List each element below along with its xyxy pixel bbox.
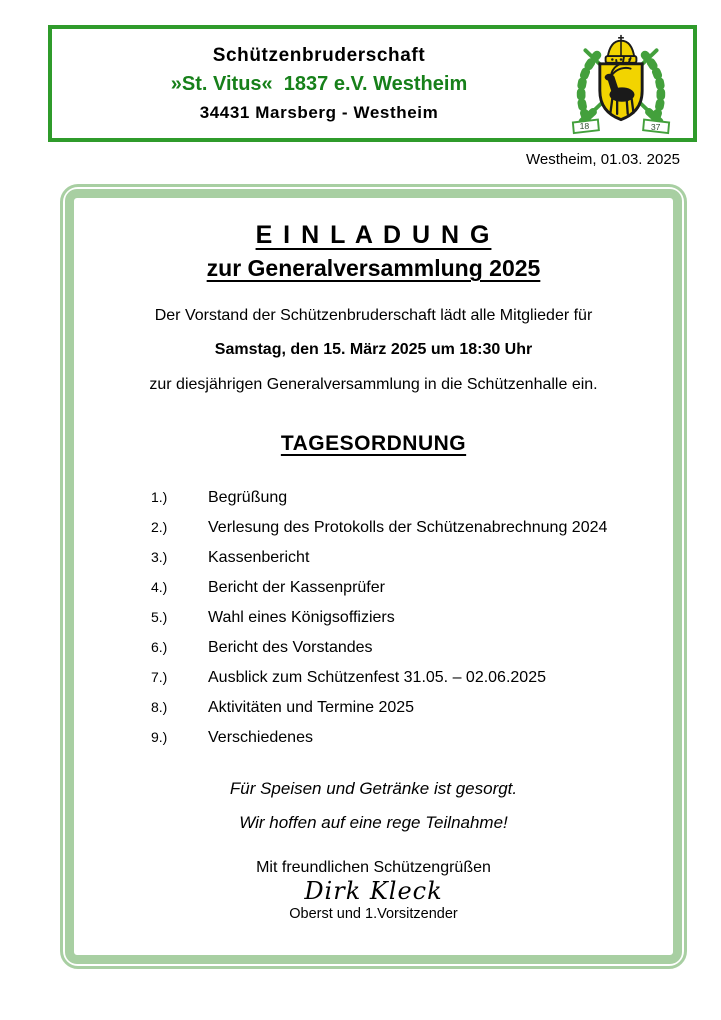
agenda-item-text: Wahl eines Königsoffiziers xyxy=(208,609,395,626)
org-subtitle: »St. Vitus« 1837 e.V. Westheim xyxy=(170,72,468,95)
agenda-item-number: 7.) xyxy=(151,669,168,685)
invitation-frame xyxy=(60,184,687,969)
shield-stag-icon xyxy=(600,57,642,120)
agenda-item-text: Aktivitäten und Termine 2025 xyxy=(208,699,415,716)
agenda-title: TAGESORDNUNG xyxy=(280,432,467,455)
agenda-item-number: 4.) xyxy=(151,579,168,595)
signature-name: Dirk Kleck xyxy=(304,877,443,905)
dateline: Westheim, 01.03. 2025 xyxy=(526,151,680,168)
letterhead-text xyxy=(52,45,564,123)
crown-icon xyxy=(606,34,637,62)
agenda-item-text: Begrüßung xyxy=(208,489,288,506)
agenda-item-text: Verschiedenes xyxy=(208,729,313,746)
invitation-subtitle: zur Generalversammlung 2025 xyxy=(206,255,541,281)
catering-note: Für Speisen und Getränke ist gesorgt. xyxy=(229,779,518,798)
agenda-item xyxy=(151,726,673,749)
agenda-item-number: 9.) xyxy=(151,729,168,745)
intro-line-2-datetime: Samstag, den 15. März 2025 um 18:30 Uhr xyxy=(214,341,533,358)
ribbon-year-left: 18 xyxy=(579,120,590,131)
agenda-item xyxy=(151,516,673,539)
intro-line-3: zur diesjährigen Generalversammlung in die Schützenhalle ein. xyxy=(149,376,598,393)
agenda-item-number: 6.) xyxy=(151,639,168,655)
org-name: Schützenbruderschaft xyxy=(212,44,426,66)
agenda-item-text: Verlesung des Protokolls der Schützenabrechnung 2024 xyxy=(208,519,608,536)
org-address: 34431 Marsberg - Westheim xyxy=(199,102,439,122)
title-block xyxy=(74,218,673,285)
agenda-item-number: 2.) xyxy=(151,519,168,535)
attendance-note: Wir hoffen auf eine rege Teilnahme! xyxy=(239,813,508,832)
agenda-item xyxy=(151,546,673,569)
invitation-frame-inner xyxy=(65,189,682,964)
invitation-title: E I N L A D U N G xyxy=(255,221,492,249)
agenda-item-number: 3.) xyxy=(151,549,168,565)
agenda-item-number: 8.) xyxy=(151,699,168,715)
agenda-item xyxy=(151,486,673,509)
intro-line-1: Der Vorstand der Schützenbruderschaft lädt alle Mitglieder für xyxy=(154,307,593,324)
agenda-item-text: Ausblick zum Schützenfest 31.05. – 02.06.2025 xyxy=(208,669,546,686)
agenda-list xyxy=(151,486,673,749)
agenda-item xyxy=(151,606,673,629)
ribbon-year-right: 37 xyxy=(650,121,661,132)
agenda-item-number: 5.) xyxy=(151,609,168,625)
founding-year-ribbons xyxy=(573,119,669,132)
agenda-item xyxy=(151,666,673,689)
agenda-item-number: 1.) xyxy=(151,489,168,505)
agenda-item-text: Kassenbericht xyxy=(208,549,310,566)
agenda-item xyxy=(151,636,673,659)
letterhead-box xyxy=(48,25,697,142)
agenda-item-text: Bericht des Vorstandes xyxy=(208,639,373,656)
signature-role: Oberst und 1.Vorsitzender xyxy=(289,906,458,922)
crest-logo-icon xyxy=(564,33,678,135)
agenda-item xyxy=(151,576,673,599)
agenda-item-text: Bericht der Kassenprüfer xyxy=(208,579,385,596)
closing-line: Mit freundlichen Schützengrüßen xyxy=(256,859,491,876)
agenda-item xyxy=(151,696,673,719)
